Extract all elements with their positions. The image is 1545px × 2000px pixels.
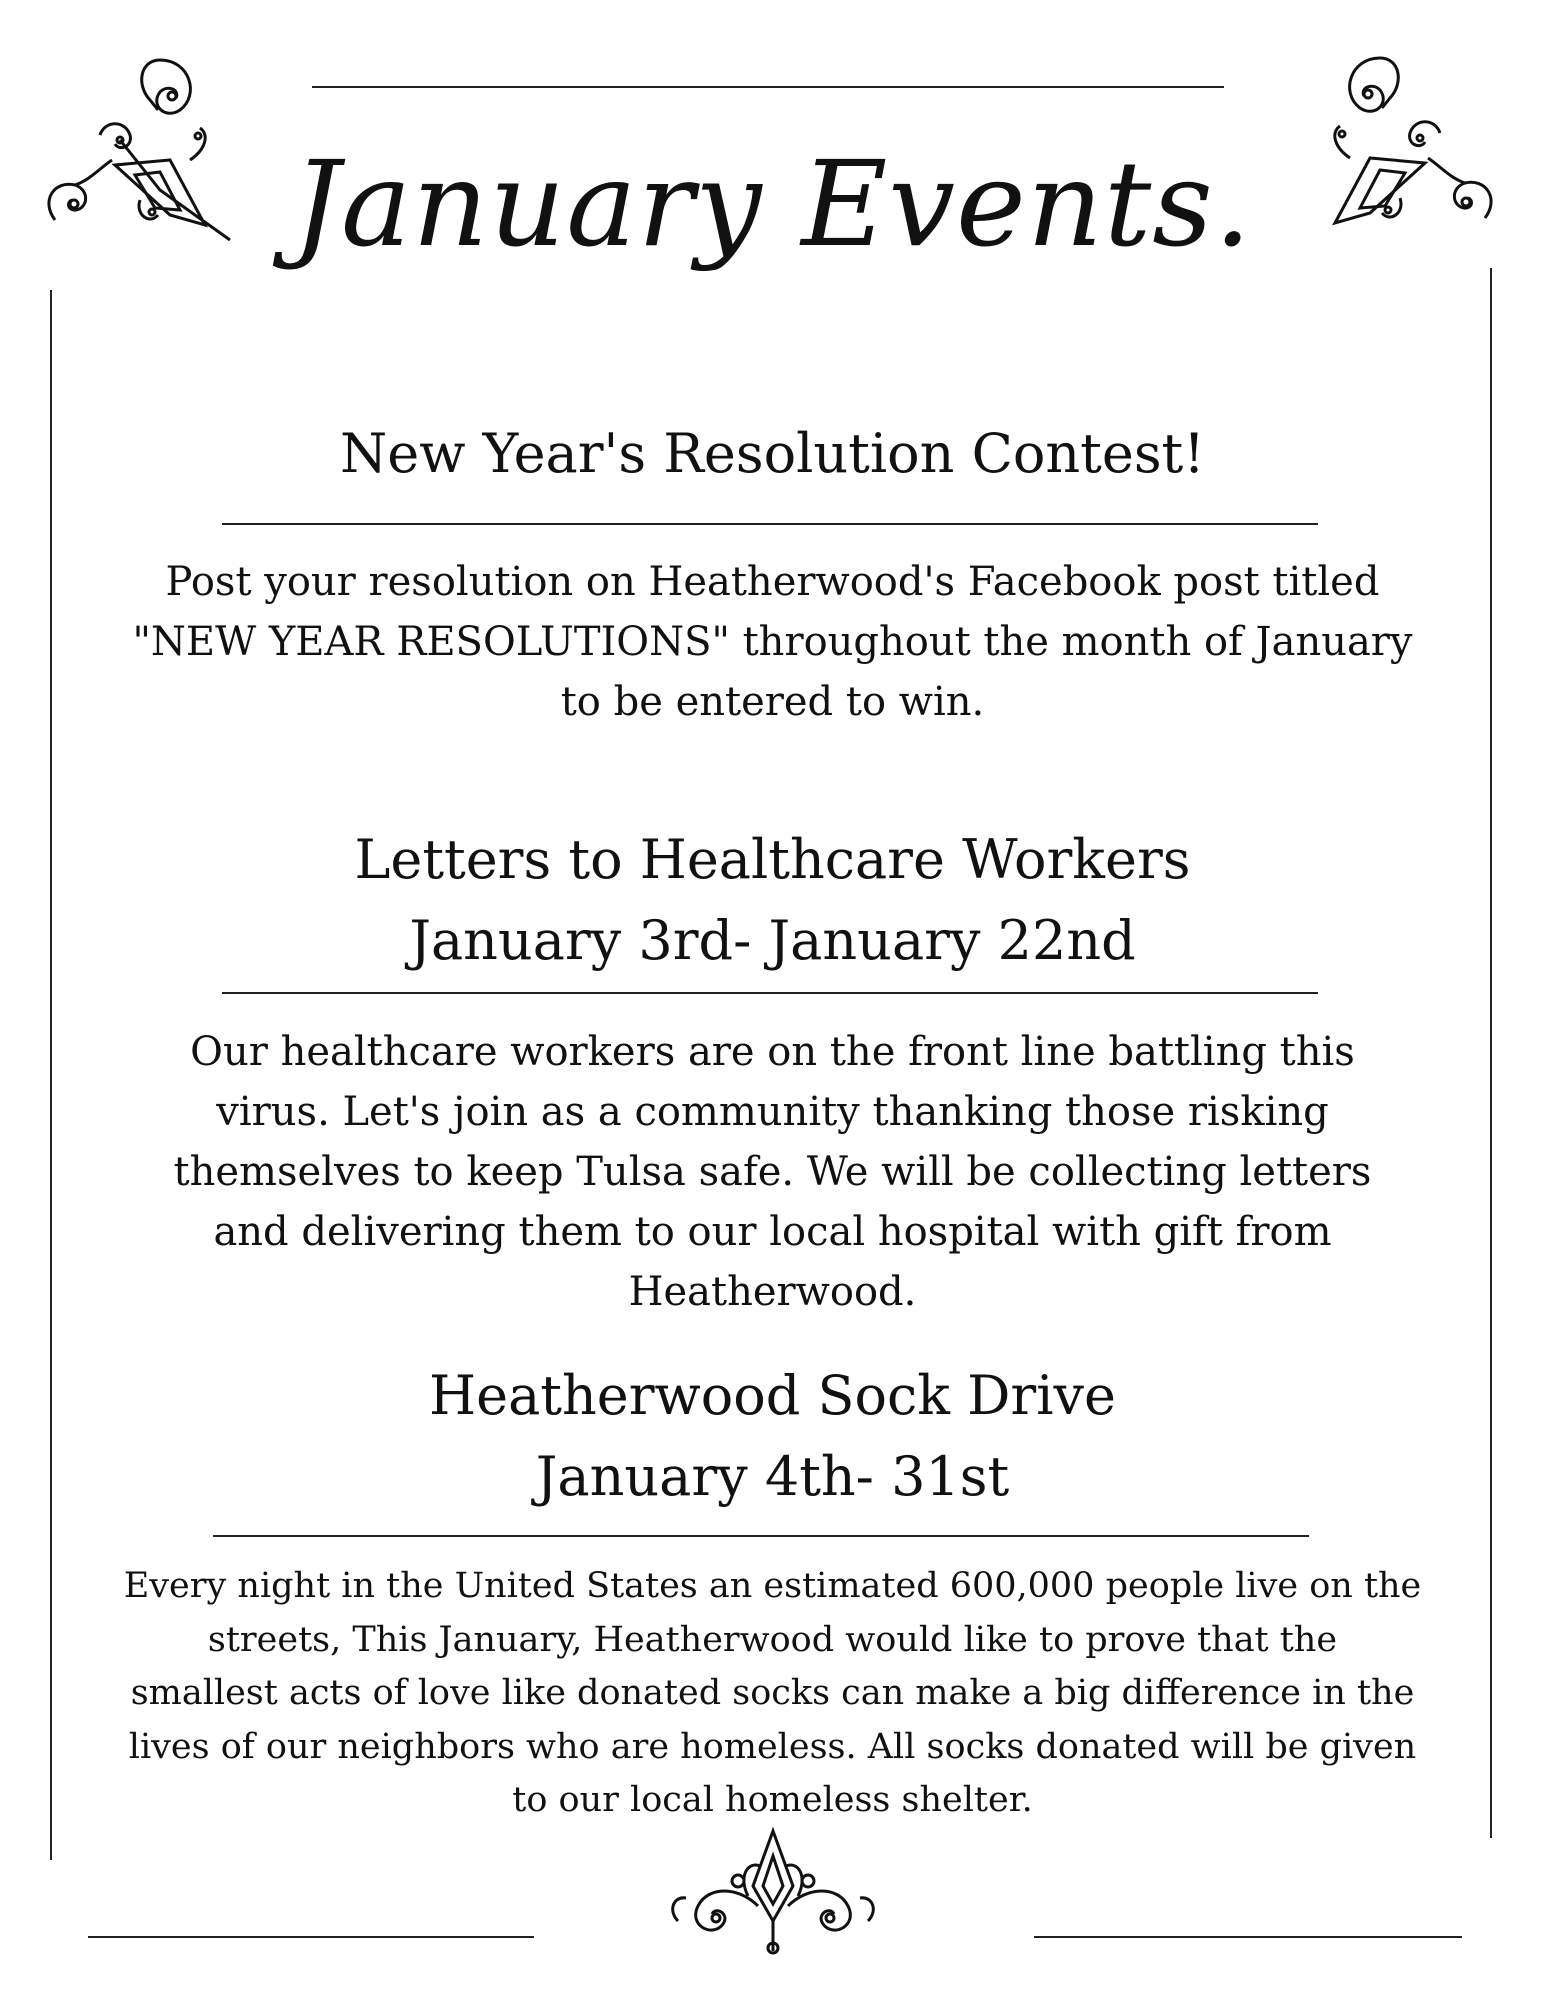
description-line: Post your resolution on Heatherwood's Facebook post titled (165, 559, 1380, 605)
event-heading-line: Letters to Healthcare Workers (354, 828, 1191, 891)
bottom-right-divider (1034, 1936, 1462, 1938)
event-heading-line: January 3rd- January 22nd (409, 909, 1136, 972)
page-title: January Events. (292, 135, 1253, 273)
bottom-left-divider (88, 1936, 534, 1938)
description-line: Our healthcare workers are on the front line battling this (190, 1029, 1355, 1075)
event-heading (0, 819, 1545, 981)
event-description (40, 1022, 1505, 1322)
section-divider (222, 992, 1318, 994)
description-line: to be entered to win. (560, 679, 985, 725)
description-line: themselves to keep Tulsa safe. We will be collecting letters (173, 1149, 1372, 1195)
section-divider (213, 1535, 1309, 1537)
description-line: Heatherwood. (628, 1269, 917, 1315)
description-line: streets, This January, Heatherwood would like to prove that the (207, 1619, 1338, 1660)
description-line: lives of our neighbors who are homeless. All socks donated will be given (128, 1726, 1417, 1767)
section-divider (222, 523, 1318, 525)
event-heading-line: Heatherwood Sock Drive (429, 1364, 1116, 1427)
event-description (40, 552, 1505, 732)
description-line: virus. Let's join as a community thanking those risking (216, 1089, 1329, 1135)
event-heading-line: New Year's Resolution Contest! (340, 422, 1205, 485)
description-line: Every night in the United States an estimated 600,000 people live on the (123, 1566, 1422, 1606)
event-heading (0, 413, 1545, 494)
event-description (40, 1560, 1505, 1828)
description-line: to our local homeless shelter. (512, 1780, 1033, 1821)
description-line: "NEW YEAR RESOLUTIONS" throughout the month of January (132, 619, 1413, 665)
event-heading (0, 1355, 1545, 1517)
fleur-ornament-icon (668, 1826, 878, 1956)
top-divider (312, 86, 1224, 88)
description-line: smallest acts of love like donated socks can make a big difference in the (130, 1673, 1415, 1714)
event-heading-line: January 4th- 31st (535, 1445, 1010, 1508)
description-line: and delivering them to our local hospital with gift from (213, 1209, 1332, 1255)
